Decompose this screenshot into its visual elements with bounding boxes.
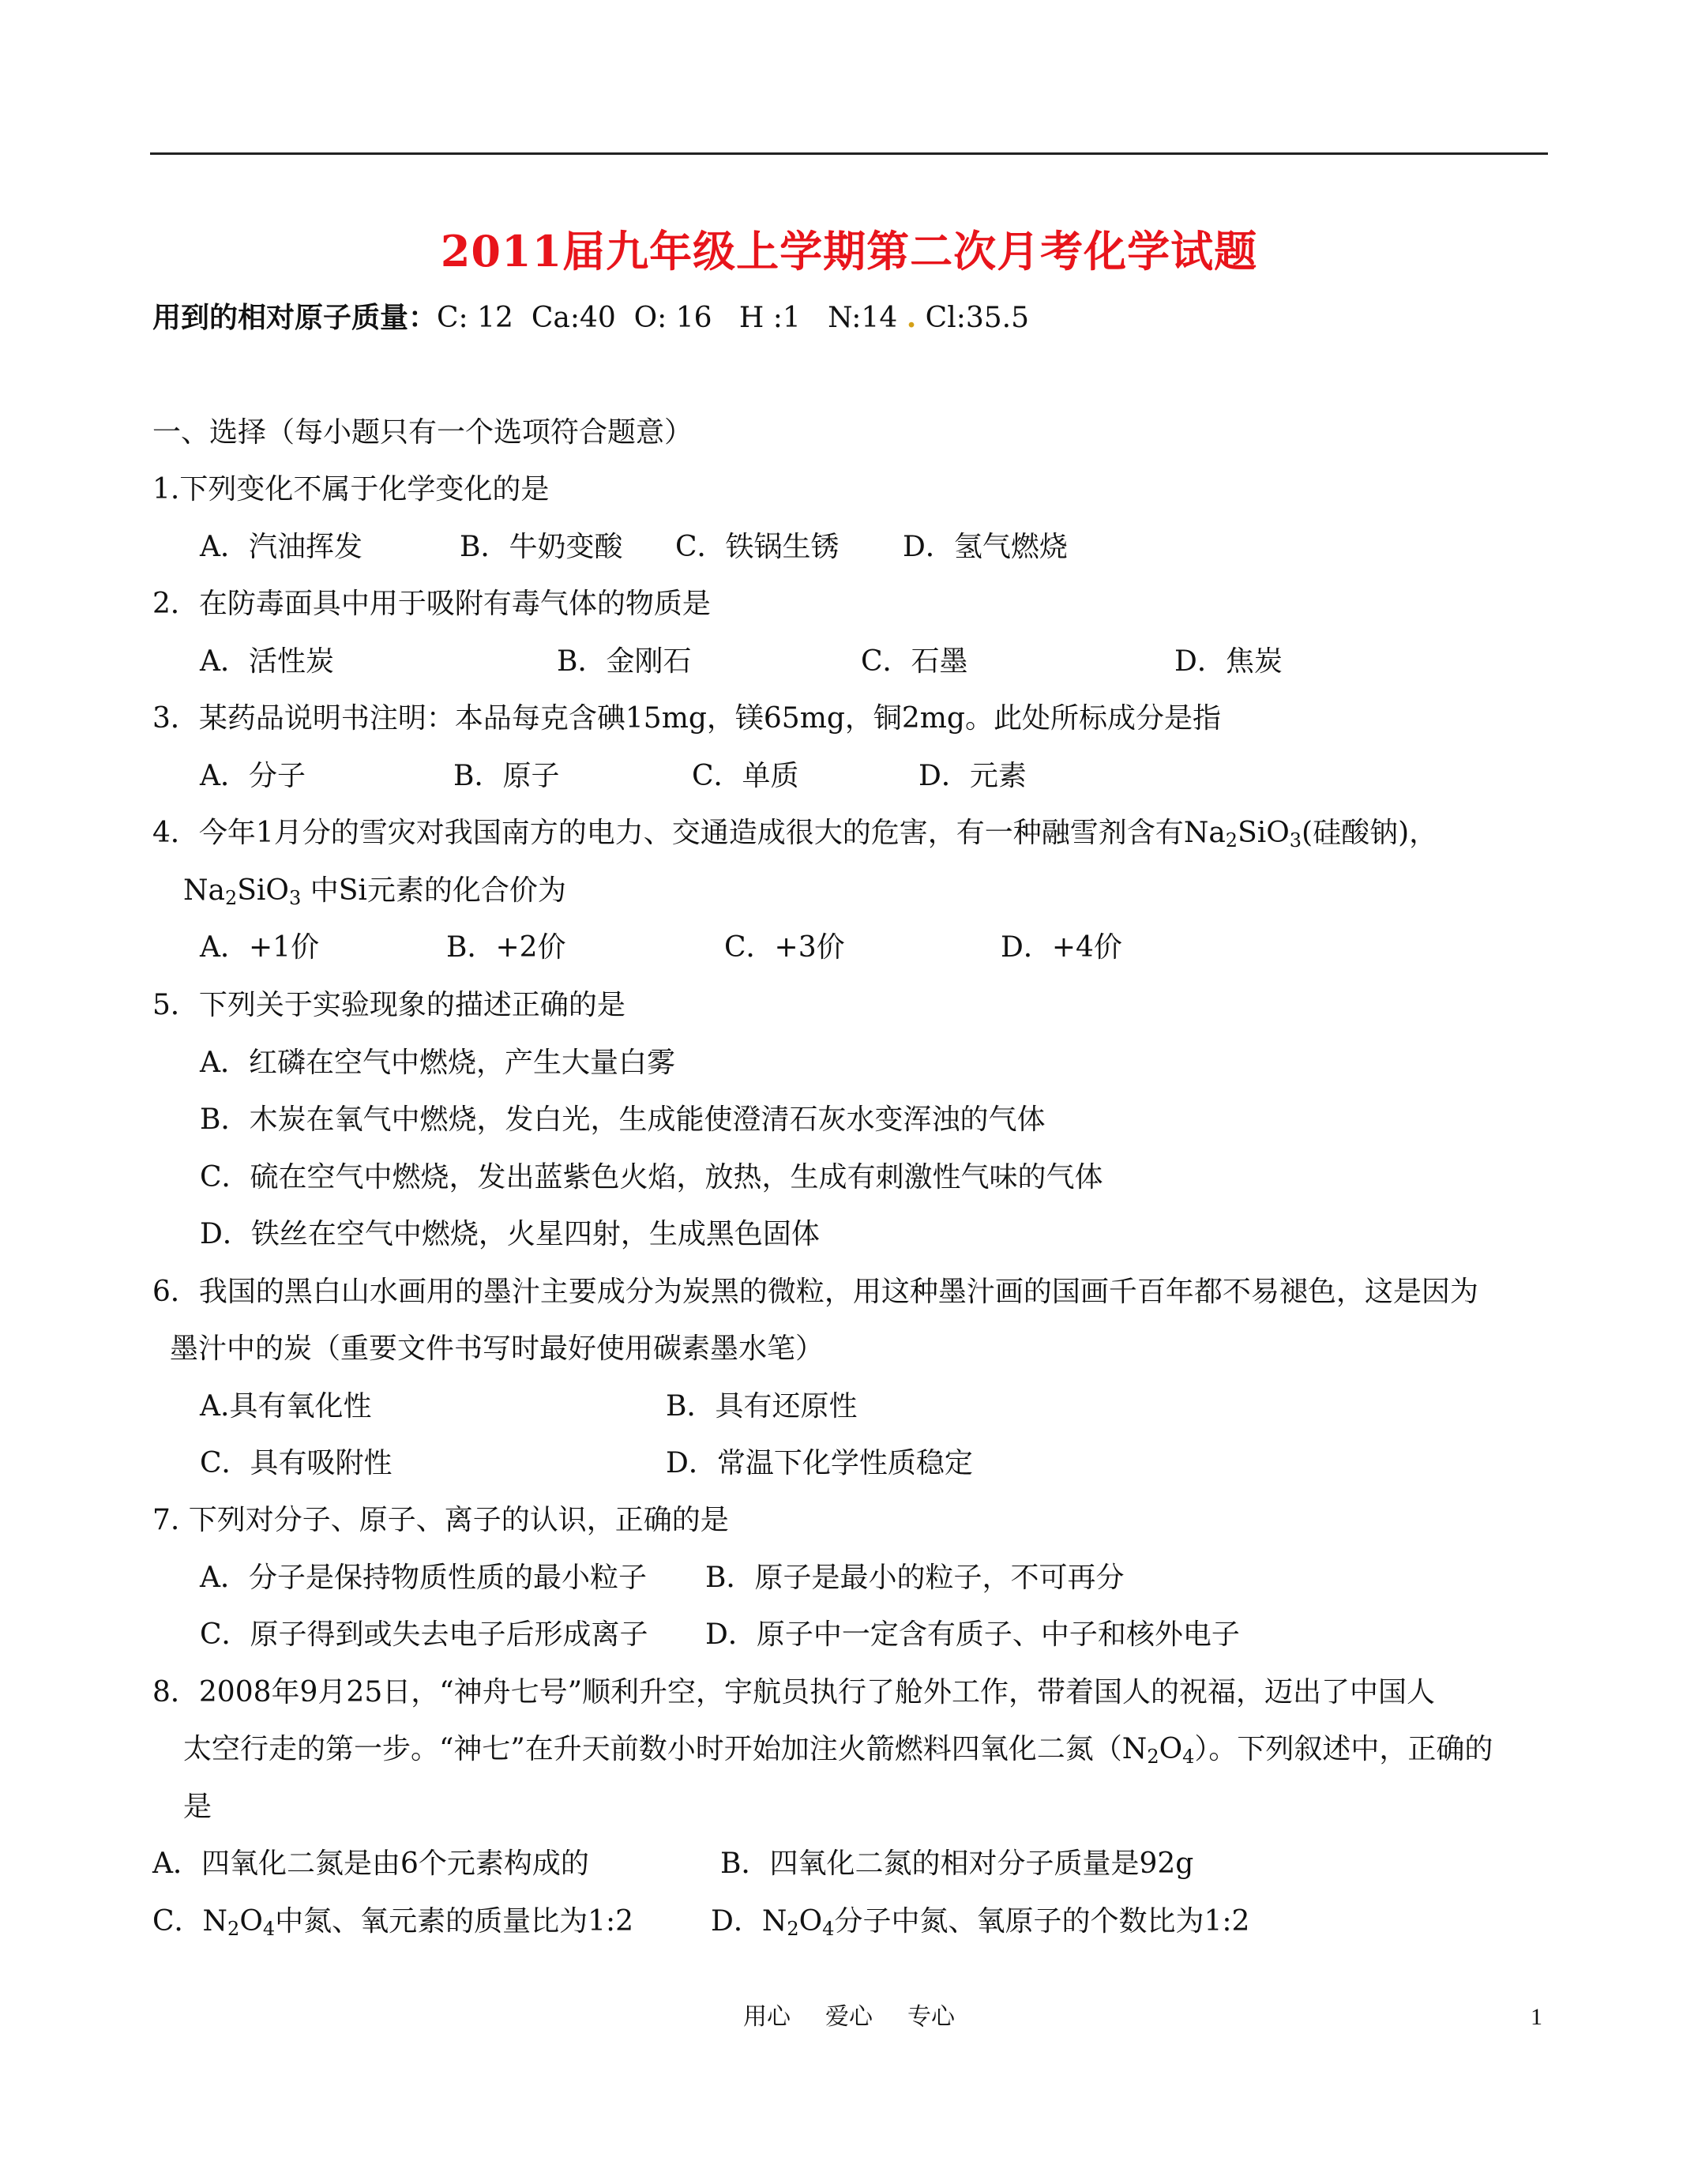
q8-o: O [1159, 1733, 1183, 1765]
q4-formula2-sio: SiO [237, 874, 289, 907]
question-8-stem-cont2: 是 [183, 1791, 212, 1823]
q2-option-d: D．焦炭 [1174, 645, 1283, 678]
footer-word-1: 用心 [743, 2003, 791, 2031]
q4-formula2-sub1: 2 [224, 887, 238, 909]
question-5-stem: 5．下列关于实验现象的描述正确的是 [152, 989, 625, 1021]
q4-formula2-sub2: 3 [288, 887, 302, 909]
q4-stem-part-c: 中Si元素的化合价为 [310, 874, 566, 907]
page-footer [0, 2002, 1698, 2033]
q4-formula-2 [183, 874, 301, 907]
q5-option-b: B．木炭在氧气中燃烧，发白光，生成能使澄清石灰水变浑浊的气体 [200, 1103, 1046, 1136]
q8d-pre: D．N [711, 1905, 787, 1938]
q2-option-a: A．活性炭 [200, 645, 334, 678]
q3-option-b: B．原子 [453, 760, 560, 792]
q6-option-a: A.具有氧化性 [200, 1390, 372, 1423]
atomic-masses-label: 用到的相对原子质量： [152, 301, 438, 334]
question-6-stem-cont: 墨汁中的炭（重要文件书写时最好使用碳素墨水笔） [170, 1333, 825, 1365]
q1-option-a: A．汽油挥发 [200, 531, 363, 563]
question-3-stem: 3．某药品说明书注明：本品每克含碘15mg，镁65mg，铜2mg。此处所标成分是指 [152, 702, 1221, 735]
q4-formula [1184, 817, 1302, 849]
atomic-masses-values: C: 12 Ca:40 O: 16 H :1 N:14 [437, 302, 907, 334]
q8-sub1: 2 [1147, 1746, 1159, 1768]
q3-option-d: D．元素 [918, 760, 1027, 792]
atomic-masses-dot: . [906, 301, 917, 334]
q1-option-c: C．铁锅生锈 [675, 531, 840, 563]
q7-option-d: D．原子中一定含有质子、中子和核外电子 [705, 1618, 1240, 1651]
q4-stem-part-b: (硅酸钠)， [1302, 817, 1438, 849]
q4-stem-part-a: 4．今年1月分的雪灾对我国南方的电力、交通造成很大的危害，有一种融雪剂含有 [152, 817, 1184, 849]
q4-option-d: D．+4价 [1001, 931, 1122, 964]
q2-option-c: C．石墨 [861, 645, 968, 678]
question-7-stem: 7. 下列对分子、原子、离子的认识，正确的是 [152, 1504, 729, 1536]
q3-option-a: A．分子 [200, 760, 306, 792]
q6-option-d: D．常温下化学性质稳定 [666, 1447, 973, 1479]
q8d-sub1: 2 [787, 1918, 799, 1940]
q8c-pre: C．N [152, 1905, 228, 1938]
q4-option-a: A．+1价 [200, 931, 320, 964]
page-number: 1 [1531, 2004, 1542, 2030]
q8d-o: O [798, 1905, 823, 1938]
footer-word-2: 爱心 [825, 2003, 873, 2031]
question-8-stem-cont [183, 1727, 1493, 1772]
q8-stem-cont-a: 太空行走的第一步。“神七”在升天前数小时开始加注火箭燃料四氧化二氮（N [183, 1733, 1148, 1765]
q7-option-a: A．分子是保持物质性质的最小粒子 [200, 1562, 647, 1594]
q8-option-d [711, 1900, 1249, 1944]
question-2-stem: 2．在防毒面具中用于吸附有毒气体的物质是 [152, 588, 711, 620]
q4-option-b: B．+2价 [446, 931, 566, 964]
q4-option-c: C．+3价 [724, 931, 845, 964]
atomic-masses [152, 295, 1029, 340]
section-heading: 一、选择（每小题只有一个选项符合题意） [152, 416, 693, 449]
atomic-masses-last: Cl:35.5 [916, 302, 1030, 334]
q8-sub2: 4 [1182, 1746, 1195, 1768]
header-rule [150, 152, 1548, 155]
q8c-o: O [239, 1905, 263, 1938]
page-title: 2011届九年级上学期第二次月考化学试题 [440, 226, 1258, 276]
q8-stem-cont-b: ）。下列叙述中，正确的 [1194, 1733, 1493, 1765]
q6-option-c: C．具有吸附性 [200, 1447, 393, 1479]
q7-option-b: B．原子是最小的粒子，不可再分 [705, 1562, 1125, 1594]
q8c-sub1: 2 [227, 1918, 240, 1940]
q1-option-b: B．牛奶变酸 [460, 531, 623, 563]
q5-option-d: D．铁丝在空气中燃烧，火星四射，生成黑色固体 [200, 1218, 820, 1250]
q5-option-a: A．红磷在空气中燃烧，产生大量白雾 [200, 1047, 675, 1079]
q3-option-c: C．单质 [692, 760, 799, 792]
question-1-stem: 1.下列变化不属于化学变化的是 [152, 473, 550, 506]
q8-option-a: A．四氧化二氮是由6个元素构成的 [152, 1848, 589, 1880]
q8d-post: 分子中氮、氧原子的个数比为1:2 [834, 1905, 1250, 1938]
q4-formula-sio: SiO [1238, 817, 1290, 849]
q6-option-b: B．具有还原性 [666, 1390, 858, 1423]
q8-option-b: B．四氧化二氮的相对分子质量是92g [720, 1848, 1194, 1880]
q4-formula-sub1: 2 [1225, 829, 1238, 851]
q1-option-d: D．氢气燃烧 [903, 531, 1068, 563]
q4-formula2-na: Na [183, 874, 225, 907]
question-4-stem-cont [183, 869, 566, 913]
q4-formula-sub2: 3 [1289, 829, 1302, 851]
q7-option-c: C．原子得到或失去电子后形成离子 [200, 1618, 648, 1651]
q5-option-c: C．硫在空气中燃烧，发出蓝紫色火焰，放热，生成有刺激性气味的气体 [200, 1161, 1103, 1193]
question-6-stem: 6．我国的黑白山水画用的墨汁主要成分为炭黑的微粒，用这种墨汁画的国画千百年都不易褪色，这是因为 [152, 1276, 1478, 1308]
footer-word-3: 专心 [907, 2003, 955, 2031]
q8d-sub2: 4 [822, 1918, 835, 1940]
q2-option-b: B．金刚石 [557, 645, 692, 678]
question-8-stem: 8．2008年9月25日，“神舟七号”顺利升空，宇航员执行了舱外工作，带着国人的祝福，迈出了中国人 [152, 1676, 1436, 1708]
q8-option-c [152, 1900, 633, 1944]
question-4-stem [152, 811, 1437, 855]
q4-formula-na: Na [1183, 817, 1226, 849]
q8c-sub2: 4 [262, 1918, 276, 1940]
q8c-post: 中氮、氧元素的质量比为1:2 [275, 1905, 634, 1938]
